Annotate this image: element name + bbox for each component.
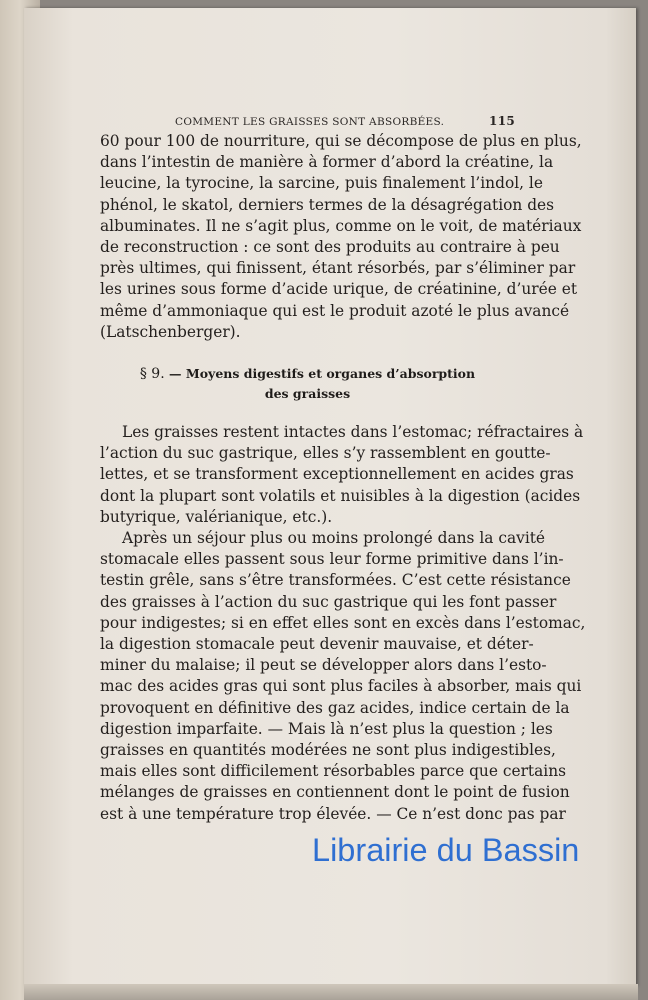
section-heading-line2 xyxy=(100,386,515,401)
text-line: pour indigestes; si en effet elles sont en excès dans l’estomac, xyxy=(100,613,586,632)
text-line: testin grêle, sans s’être transformées. C’est cette résistance xyxy=(100,571,571,590)
text-line: leucine, la tyrocine, la sarcine, puis finalement l’indol, le xyxy=(100,174,543,193)
text-line: la digestion stomacale peut devenir mauvaise, et déter- xyxy=(100,635,534,653)
running-title: COMMENT LES GRAISSES SONT ABSORBÉES. xyxy=(175,116,445,128)
text-line: près ultimes, qui finissent, étant résorbés, par s’éliminer par xyxy=(100,259,576,278)
text-line: dans l’intestin de manière à former d’abord la créatine, la xyxy=(100,153,554,172)
page-number: 115 xyxy=(489,114,515,128)
section-title-line1: — Moyens digestifs et organes d’absorption xyxy=(169,366,476,381)
text-line: de reconstruction : ce sont des produits au contraire à peu xyxy=(100,238,560,256)
text-line: mac des acides gras qui sont plus faciles à absorber, mais qui xyxy=(100,677,582,696)
section-number: § 9. xyxy=(139,366,165,382)
text-line: l’action du suc gastrique, elles s’y rassemblent en goutte- xyxy=(100,444,551,463)
text-line: butyrique, valérianique, etc.). xyxy=(100,507,333,526)
text-line: mais elles sont difficilement résorbables parce que certains xyxy=(100,762,567,781)
text-line: les urines sous forme d’acide urique, de créatinine, d’urée et xyxy=(100,280,578,299)
text-line: est à une température trop élevée. — Ce n’est donc pas par xyxy=(100,804,566,823)
text-line: miner du malaise; il peut se développer alors dans l’esto- xyxy=(100,656,547,675)
watermark: Librairie du Bassin xyxy=(312,832,580,868)
text-line: lettes, et se transforment exceptionnellement en acides gras xyxy=(100,465,574,484)
text-line: digestion imparfaite. — Mais là n’est plus la question ; les xyxy=(100,719,553,738)
text-line: provoquent en définitive des gaz acides, indice certain de la xyxy=(100,698,570,717)
text-line: Après un séjour plus ou moins prolongé dans la cavité xyxy=(122,529,546,547)
text-line: même d’ammoniaque qui est le produit azoté le plus avancé xyxy=(100,301,570,320)
text-line: albuminates. Il ne s’agit plus, comme on le voit, de matériaux xyxy=(100,216,582,235)
page-bottom-edge xyxy=(24,984,638,1000)
section-title-line2: des graisses xyxy=(264,386,351,401)
text-line: 60 pour 100 de nourriture, qui se décompose de plus en plus, xyxy=(100,132,582,150)
text-line: mélanges de graisses en contiennent dont le point de fusion xyxy=(100,783,570,802)
text-line: stomacale elles passent sous leur forme primitive dans l’in- xyxy=(100,550,564,569)
text-line: graisses en quantités modérées ne sont plus indigestibles, xyxy=(100,741,556,759)
text-line: dont la plupart sont volatils et nuisibles à la digestion (acides xyxy=(100,486,581,505)
text-line: Les graisses restent intactes dans l’estomac; réfractaires à xyxy=(122,423,584,441)
text-line: des graisses à l’action du suc gastrique qui les font passer xyxy=(100,592,557,611)
text-line: phénol, le skatol, derniers termes de la désagrégation des xyxy=(100,195,555,214)
text-line: (Latschenberger). xyxy=(100,322,241,341)
running-header xyxy=(175,116,515,128)
section-heading xyxy=(100,366,515,382)
